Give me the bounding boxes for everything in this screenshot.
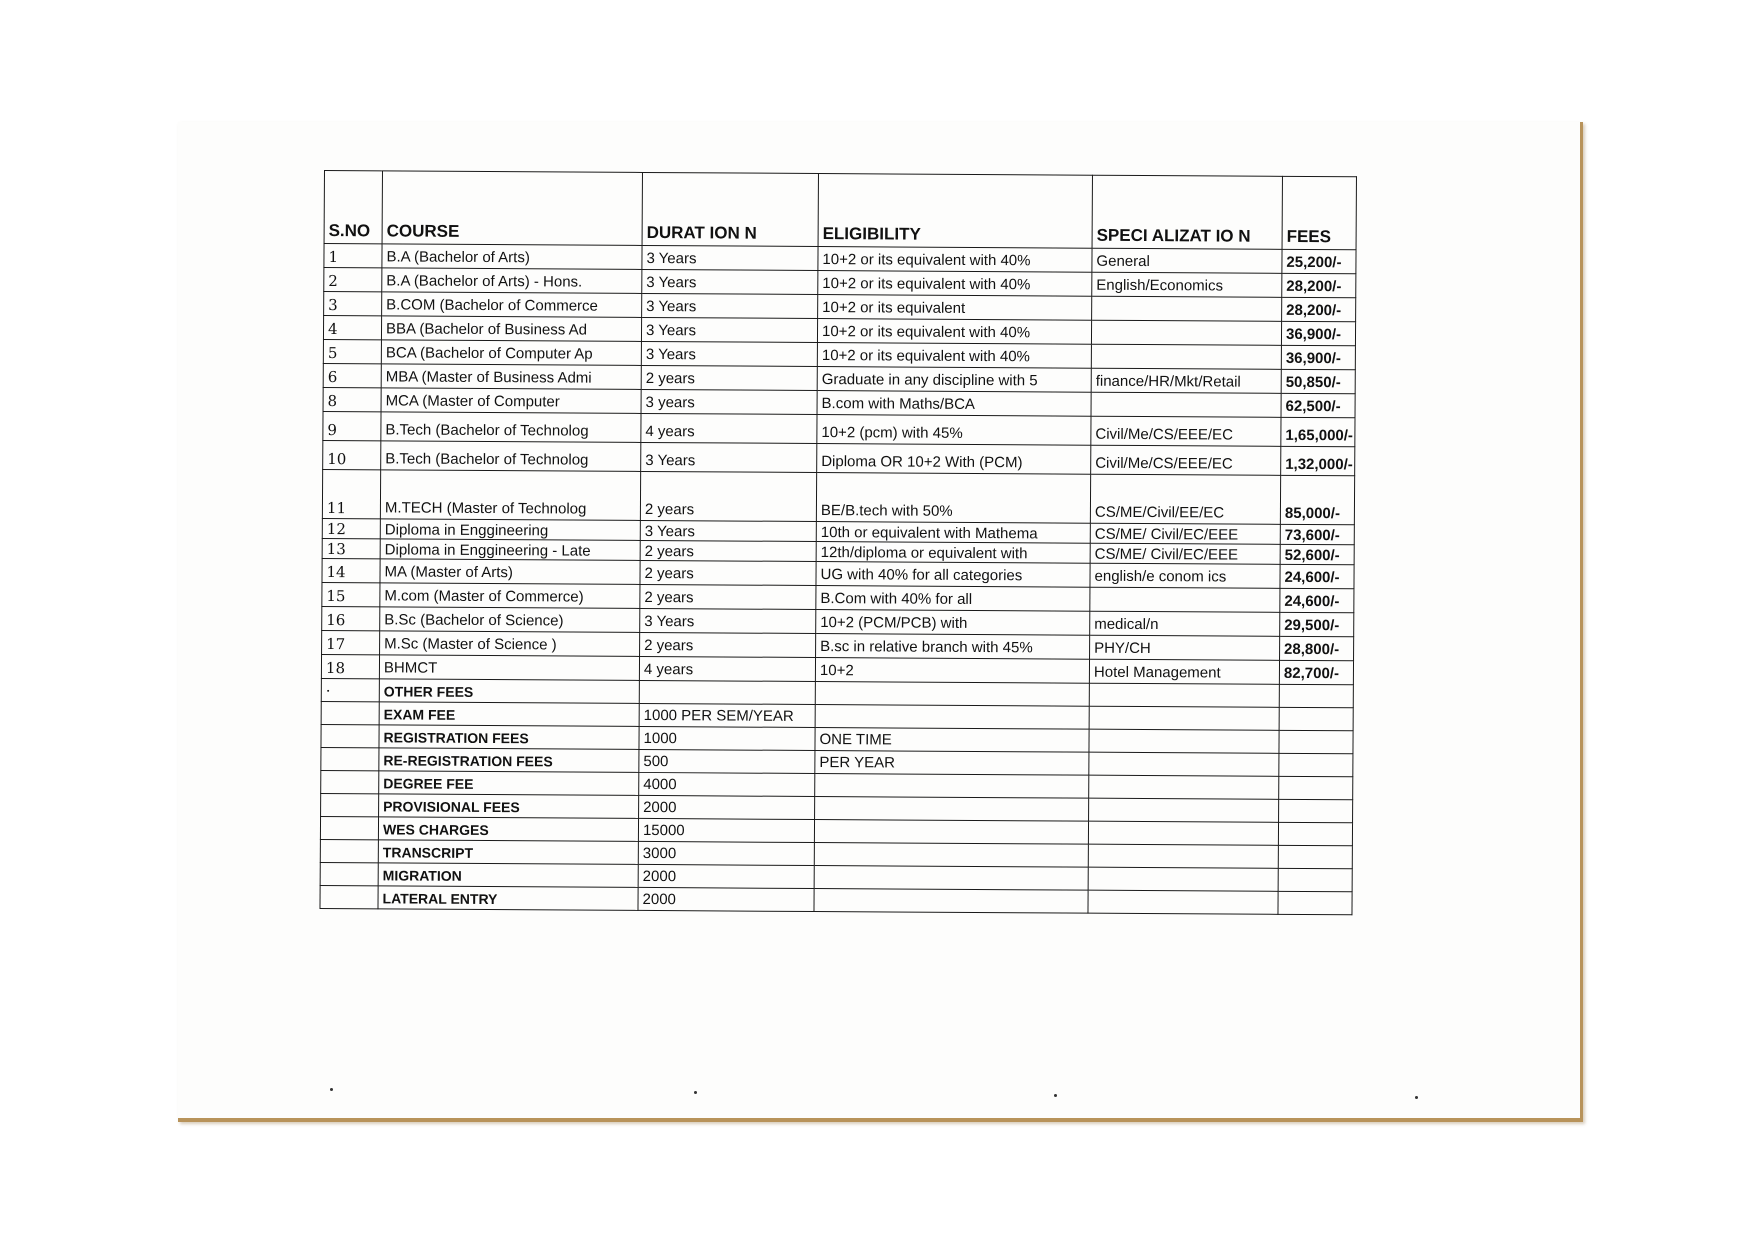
fee-item-cell: TRANSCRIPT — [378, 840, 638, 865]
empty-cell — [1089, 706, 1279, 730]
header-eligibility: ELIGIBILITY — [818, 174, 1092, 249]
eligibility-cell: 10th or equivalent with Mathema — [816, 522, 1090, 544]
fees-cell: 28,200/- — [1282, 273, 1356, 297]
eligibility-cell: 10+2 or its equivalent with 40% — [817, 343, 1091, 369]
empty-cell — [1088, 867, 1278, 891]
fees-cell: 28,800/- — [1280, 636, 1354, 660]
eligibility-cell: 12th/diploma or equivalent with — [816, 542, 1090, 564]
specialization-cell: medical/n — [1090, 611, 1280, 636]
empty-cell — [1088, 844, 1278, 868]
eligibility-cell: 10+2 or its equivalent with 40% — [817, 319, 1091, 345]
sno-cell — [321, 793, 379, 816]
sno-cell: 14 — [322, 558, 380, 582]
specialization-cell — [1091, 320, 1281, 345]
specialization-cell — [1090, 587, 1280, 612]
note-cell — [815, 705, 1089, 730]
specialization-cell: Civil/Me/CS/EEE/EC — [1091, 445, 1281, 475]
sno-cell: 12 — [322, 518, 380, 538]
duration-cell: 3 Years — [642, 245, 818, 270]
note-cell — [814, 843, 1088, 868]
amount-cell: 2000 — [638, 864, 814, 888]
sno-cell: 17 — [322, 630, 380, 654]
sno-cell: 3 — [324, 292, 382, 316]
sno-cell: · — [321, 678, 379, 701]
header-fees: FEES — [1282, 176, 1356, 249]
fee-item-cell: RE-REGISTRATION FEES — [379, 748, 639, 773]
course-cell: M.Sc (Master of Science ) — [380, 631, 640, 657]
eligibility-cell: Diploma OR 10+2 With (PCM) — [817, 444, 1091, 475]
speck — [1415, 1096, 1418, 1099]
duration-cell: 3 Years — [641, 317, 817, 342]
specialization-cell: Hotel Management — [1089, 659, 1279, 684]
course-cell: BHMCT — [379, 655, 639, 681]
eligibility-cell: B.sc in relative branch with 45% — [816, 634, 1090, 660]
empty-cell — [1278, 822, 1352, 845]
duration-cell: 4 years — [639, 656, 815, 681]
specialization-cell — [1092, 296, 1282, 321]
fees-cell: 52,600/- — [1280, 544, 1354, 564]
duration-cell: 3 Years — [642, 293, 818, 318]
empty-cell — [1279, 730, 1353, 753]
fee-item-cell: MIGRATION — [378, 863, 638, 888]
sno-cell: 2 — [324, 268, 382, 292]
fees-cell: 1,32,000/- — [1281, 446, 1355, 475]
eligibility-cell: 10+2 (PCM/PCB) with — [816, 610, 1090, 636]
note-cell — [815, 774, 1089, 799]
fee-structure-table — [319, 170, 1356, 915]
duration-cell: 2 years — [640, 540, 816, 561]
sno-cell: 4 — [323, 316, 381, 340]
sno-cell — [321, 770, 379, 793]
speck — [694, 1091, 697, 1094]
empty-cell — [1089, 752, 1279, 776]
fees-cell: 82,700/- — [1279, 660, 1353, 684]
duration-cell: 4 years — [641, 413, 817, 443]
specialization-cell: PHY/CH — [1090, 635, 1280, 660]
empty-cell — [1279, 799, 1353, 822]
note-cell: ONE TIME — [815, 728, 1089, 753]
sno-cell — [321, 701, 379, 724]
empty-cell — [1089, 798, 1279, 822]
amount-cell: 1000 PER SEM/YEAR — [639, 703, 815, 727]
specialization-cell: CS/ME/ Civil/EC/EEE — [1090, 543, 1280, 564]
amount-cell: 15000 — [638, 818, 814, 842]
sno-cell: 1 — [324, 244, 382, 268]
eligibility-cell: 10+2 or its equivalent with 40% — [818, 271, 1092, 297]
fee-item-cell: PROVISIONAL FEES — [379, 794, 639, 819]
course-cell: B.A (Bachelor of Arts) - Hons. — [382, 268, 642, 294]
sno-cell — [320, 862, 378, 885]
duration-cell: 3 Years — [642, 269, 818, 294]
empty-cell — [1278, 891, 1352, 914]
sno-cell: 16 — [322, 606, 380, 630]
sno-cell: 8 — [323, 387, 381, 411]
course-cell: BCA (Bachelor of Computer Ap — [381, 340, 641, 366]
sno-cell: 11 — [322, 469, 380, 518]
amount-cell: 1000 — [639, 726, 815, 750]
sno-cell: 15 — [322, 582, 380, 606]
eligibility-cell: 10+2 (pcm) with 45% — [817, 415, 1091, 446]
sno-cell: 13 — [322, 538, 380, 558]
specialization-cell: CS/ME/Civil/EE/EC — [1090, 474, 1280, 524]
fees-cell: 50,850/- — [1281, 369, 1355, 393]
fees-cell: 24,600/- — [1280, 588, 1354, 612]
empty-cell — [1278, 868, 1352, 891]
empty-cell — [1279, 753, 1353, 776]
fees-cell: 1,65,000/- — [1281, 417, 1355, 446]
header-specialization: SPECI ALIZAT IO N — [1092, 175, 1282, 249]
fee-item-cell: WES CHARGES — [378, 817, 638, 842]
eligibility-cell: B.com with Maths/BCA — [817, 391, 1091, 417]
amount-cell: 4000 — [639, 772, 815, 796]
empty-cell — [1278, 845, 1352, 868]
sno-cell — [320, 816, 378, 839]
course-cell: MBA (Master of Business Admi — [381, 364, 641, 390]
eligibility-cell: 10+2 — [815, 658, 1089, 684]
fees-cell: 28,200/- — [1282, 297, 1356, 321]
empty-cell — [1279, 684, 1353, 707]
duration-cell: 2 years — [640, 471, 816, 521]
course-cell: M.com (Master of Commerce) — [380, 583, 640, 609]
course-cell: B.Sc (Bachelor of Science) — [380, 607, 640, 633]
fee-item-cell: OTHER FEES — [379, 679, 639, 704]
specialization-cell: Civil/Me/CS/EEE/EC — [1091, 416, 1281, 446]
course-cell: MA (Master of Arts) — [380, 559, 640, 585]
course-cell: M.TECH (Master of Technolog — [380, 470, 640, 521]
header-sno: S.NO — [324, 171, 382, 244]
specialization-cell — [1091, 392, 1281, 417]
course-cell: BBA (Bachelor of Business Ad — [381, 316, 641, 342]
eligibility-cell: B.Com with 40% for all — [816, 586, 1090, 612]
note-cell — [814, 889, 1088, 914]
fees-cell: 29,500/- — [1280, 612, 1354, 636]
duration-cell: 2 years — [640, 560, 816, 585]
amount-cell: 3000 — [638, 841, 814, 865]
duration-cell: 2 years — [640, 584, 816, 609]
sno-cell: 6 — [323, 363, 381, 387]
sno-cell: 10 — [323, 440, 381, 469]
note-cell: PER YEAR — [815, 751, 1089, 776]
sno-cell: 5 — [323, 339, 381, 363]
specialization-cell: General — [1092, 248, 1282, 273]
course-cell: Diploma in Enggineering - Late — [380, 539, 640, 561]
specialization-cell: English/Economics — [1092, 272, 1282, 297]
duration-cell: 3 years — [641, 389, 817, 414]
empty-cell — [1279, 776, 1353, 799]
fee-item-cell: LATERAL ENTRY — [378, 886, 638, 911]
fees-cell: 73,600/- — [1280, 524, 1354, 544]
sno-cell: 9 — [323, 411, 381, 440]
amount-cell — [639, 680, 815, 704]
amount-cell: 2000 — [639, 795, 815, 819]
sno-cell — [321, 724, 379, 747]
sno-cell: 18 — [321, 654, 379, 678]
note-cell — [815, 682, 1089, 707]
empty-cell — [1089, 683, 1279, 707]
specialization-cell: finance/HR/Mkt/Retail — [1091, 368, 1281, 393]
course-cell: Diploma in Enggineering — [380, 519, 640, 541]
course-cell: B.Tech (Bachelor of Technolog — [381, 441, 641, 472]
fee-item-cell: DEGREE FEE — [379, 771, 639, 796]
fees-cell: 62,500/- — [1281, 393, 1355, 417]
empty-cell — [1089, 775, 1279, 799]
note-cell — [815, 797, 1089, 822]
amount-cell: 2000 — [638, 887, 814, 911]
empty-cell — [1088, 821, 1278, 845]
eligibility-cell: Graduate in any discipline with 5 — [817, 367, 1091, 393]
course-row — [322, 469, 1354, 524]
empty-cell — [1089, 729, 1279, 753]
fees-cell: 36,900/- — [1281, 345, 1355, 369]
fees-cell: 85,000/- — [1280, 475, 1354, 524]
course-cell: B.A (Bachelor of Arts) — [382, 244, 642, 270]
fee-item-cell: REGISTRATION FEES — [379, 725, 639, 750]
duration-cell: 2 years — [640, 632, 816, 657]
eligibility-cell: 10+2 or its equivalent with 40% — [818, 247, 1092, 273]
course-cell: B.COM (Bachelor of Commerce — [382, 292, 642, 318]
fee-item-cell: EXAM FEE — [379, 702, 639, 727]
header-row — [324, 171, 1356, 250]
header-duration: DURAT ION N — [642, 172, 818, 246]
speck — [1054, 1094, 1057, 1097]
sno-cell — [320, 885, 378, 908]
duration-cell: 3 Years — [641, 341, 817, 366]
duration-cell: 2 years — [641, 365, 817, 390]
course-cell: B.Tech (Bachelor of Technolog — [381, 412, 641, 443]
note-cell — [814, 820, 1088, 845]
note-cell — [814, 866, 1088, 891]
fees-cell: 36,900/- — [1281, 321, 1355, 345]
fees-cell: 24,600/- — [1280, 564, 1354, 588]
specialization-cell: english/e conom ics — [1090, 563, 1280, 588]
fees-cell: 25,200/- — [1282, 249, 1356, 273]
sno-cell — [321, 747, 379, 770]
duration-cell: 3 Years — [641, 442, 817, 472]
specialization-cell — [1091, 344, 1281, 369]
empty-cell — [1279, 707, 1353, 730]
specialization-cell: CS/ME/ Civil/EC/EEE — [1090, 523, 1280, 544]
eligibility-cell: 10+2 or its equivalent — [818, 295, 1092, 321]
speck — [330, 1088, 333, 1091]
empty-cell — [1088, 890, 1278, 914]
duration-cell: 3 Years — [640, 608, 816, 633]
header-course: COURSE — [382, 171, 642, 246]
amount-cell: 500 — [639, 749, 815, 773]
course-cell: MCA (Master of Computer — [381, 388, 641, 414]
sno-cell — [320, 839, 378, 862]
eligibility-cell: UG with 40% for all categories — [816, 562, 1090, 588]
duration-cell: 3 Years — [640, 520, 816, 541]
eligibility-cell: BE/B.tech with 50% — [816, 473, 1090, 524]
